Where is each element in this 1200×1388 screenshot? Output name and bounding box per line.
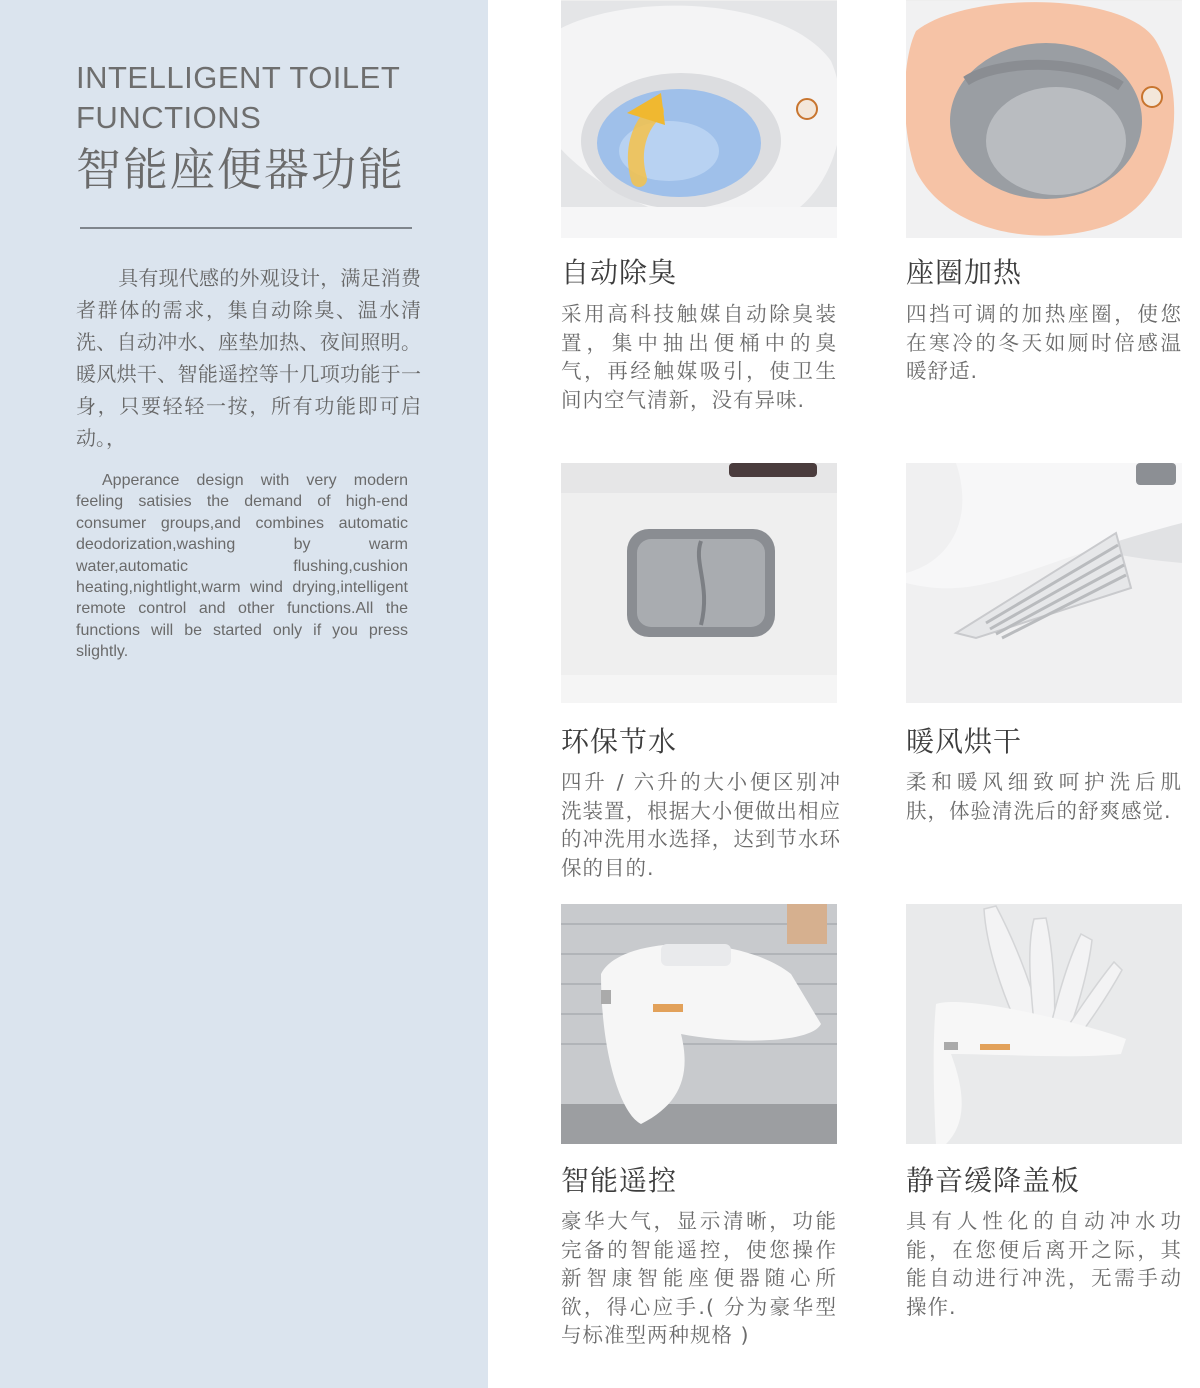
feature-desc-remote-control: 豪华大气，显示清晰，功能完备的智能遥控，使您操作新智康智能座便器随心所欲，得心应手.( 分为豪华型与标准型两种规格 ) [561, 1209, 837, 1348]
feature-title-warm-air: 暖风烘干 [906, 725, 1023, 758]
feature-desc-seat-heating: 四挡可调的加热座圈，使您在寒冷的冬天如厕时倍感温暖舒适. [906, 302, 1182, 384]
feature-desc-warm-air: 柔和暖风细致呵护洗后肌肤，体验清洗后的舒爽感觉. [906, 770, 1182, 823]
feature-title-deodorize: 自动除臭 [561, 256, 678, 289]
warm-air-vent-photo [906, 463, 1182, 703]
feature-title-remote-control: 智能遥控 [561, 1164, 678, 1197]
dual-flush-button-photo [561, 463, 837, 703]
sidebar-panel [0, 0, 488, 1388]
toilet-room-photo [561, 904, 837, 1144]
deodorize-seat-photo [561, 0, 837, 238]
page-title-en: INTELLIGENT TOILET FUNCTIONS [76, 60, 400, 135]
feature-desc-deodorize: 采用高科技触媒自动除臭装置，集中抽出便桶中的臭气，再经触媒吸引，使卫生间内空气清新，没有异味. [561, 302, 837, 412]
page-title-zh: 智能座便器功能 [76, 143, 406, 196]
feature-desc-soft-close-lid: 具有人性化的自动冲水功能，在您便后离开之际，其能自动进行冲洗，无需手动操作. [906, 1209, 1182, 1319]
soft-close-lid-photo [906, 904, 1182, 1144]
intro-zh-text: 具有现代感的外观设计，满足消费者群体的需求，集自动除臭、温水清洗、自动冲水、座垫加热、夜间照明。暖风烘干、智能遥控等十几项功能于一身，只要轻轻一按，所有功能即可启动。， [76, 266, 421, 450]
feature-title-soft-close-lid: 静音缓降盖板 [906, 1164, 1081, 1197]
feature-title-seat-heating: 座圈加热 [906, 256, 1023, 289]
intro-paragraph-en: Apperance design with very modern feeling satisies the demand of high-end consumer groups,and combines automatic deodorization,washing by warm water,automatic flushing,cushion heating,nightlight,warm wind drying,intelligent remote control and other functions.All the functions will be started only if you press slightly. [76, 472, 408, 661]
title-divider [80, 227, 412, 229]
feature-title-water-saving: 环保节水 [561, 725, 678, 758]
heated-seat-photo [906, 0, 1182, 238]
intro-paragraph-zh [76, 262, 421, 454]
feature-desc-water-saving: 四升 / 六升的大小便区别冲洗装置，根据大小便做出相应的冲洗用水选择，达到节水环保的目的. [561, 770, 841, 880]
